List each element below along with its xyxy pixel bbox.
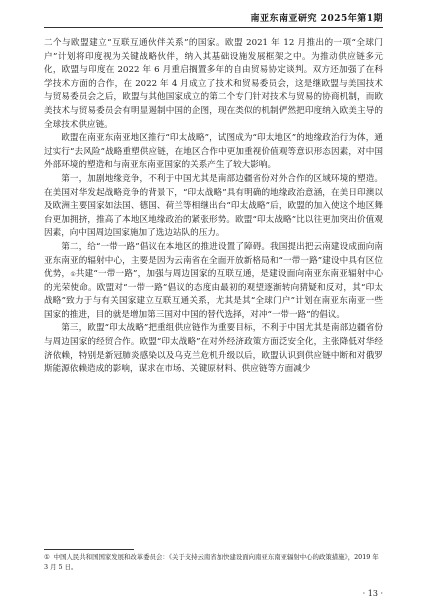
paragraph-1: 二个与欧盟建立“互联互通伙伴关系”的国家。欧盟 2021 年 12 月推出的一项“全球门户”计划将印度视为关键战略伙伴，纳入其基础设施发展框架之中。为推动供应链多元化，欧盟与印度在 2022 年 6 月重启搁置多年的自由贸易协定谈判。双方还加强了在科学技术方面的合作，在 2022 年 4 月成立了技术和贸易委员会，这是继欧盟与美国技术与贸易委员会之后，欧盟与其他国家成立的第二个专门针对技术与贸易的协商机制，而欧美技术与贸易委员会有明显遏制中国的企图，现在类似的机制俨然把印度纳入欧美主导的全球技术供应链。 [44,38,383,130]
footnote [44,553,383,572]
footnote-rule [44,549,134,550]
paragraph-3: 第一，加剧地缘竞争，不利于中国尤其是南部边疆省份对外合作的区域环境的塑造。在美国对华发起战略竞争的背景下，“印太战略”具有明确的地缘政治意涵，在美日印澳以及欧洲主要国家如法国、德国、荷兰等相继出台“印太战略”后，欧盟的加入使这个地区舞台更加拥挤，推高了本地区地缘政治的紧张形势。欧盟“印太战略”比以往更加突出价值观因素，向中国周边国家施加了选边站队的压力。 [44,173,383,239]
running-header [0,0,427,34]
paragraph-4 [44,241,383,323]
journal-title: 南亚东南亚研究 2025年第1期 [250,14,383,24]
footnote-text: 中国人民共和国国家发展和改革委员会：《关于支持云南省加快建设面向南亚东南亚辐射中心的政策措施》，2019 年 3 月 5 日。 [44,553,379,571]
main-text [44,37,383,377]
page-number: · 13 · [362,589,383,598]
footnote-mark: ① [44,553,50,561]
paragraph-2: 欧盟在南亚东南亚地区推行“印太战略”，试图成为“印太地区”的地缘政治行为体，通过实行“去风险”战略重塑供应链，在地区合作中更加重视价值观等意识形态因素，对中国外部环境的塑造和与南亚东南亚国家的关系产生了较大影响。 [44,133,383,171]
header-rule [44,27,383,28]
footnote-ref[interactable]: ① [70,271,76,279]
paragraph-4-text: 第二，给“一带一路”倡议在本地区的推进设置了障碍。我国提出把云南建设成面向南亚东南亚的辐射中心，主要是因为云南省在全面开放新格局和“一带一路”建设中具有区位优势， [44,241,383,280]
paragraph-5: 第三，欧盟“印太战略”把重组供应链作为重要目标，不利于中国尤其是南部边疆省份与周边国家的经贸合作。欧盟“印太战略”在对外经济政策方面泛安全化，主张降低对华经济依赖，特别是新冠肺炎感染以及乌克兰危机升级以后，欧盟认识到供应链中断和对俄罗斯能源依赖造成的影响，谋求在市场、关键原材料、供应链等方面减少 [44,323,383,375]
paragraph-4-text-after: 共建“一带一路”，加强与周边国家的互联互通，是建设面向南亚东南亚辐射中心的光荣使命。欧盟对“一带一路”倡议的态度由最初的观望逐渐转向猜疑和反对，其“印太战略”致力于与有关国家建立互联互通关系，尤其是其“全球门户”计划在南亚东南亚一些国家的推进，目的就是增加第三国对中国的替代选择，对冲“一带一路”的倡议。 [44,269,383,320]
